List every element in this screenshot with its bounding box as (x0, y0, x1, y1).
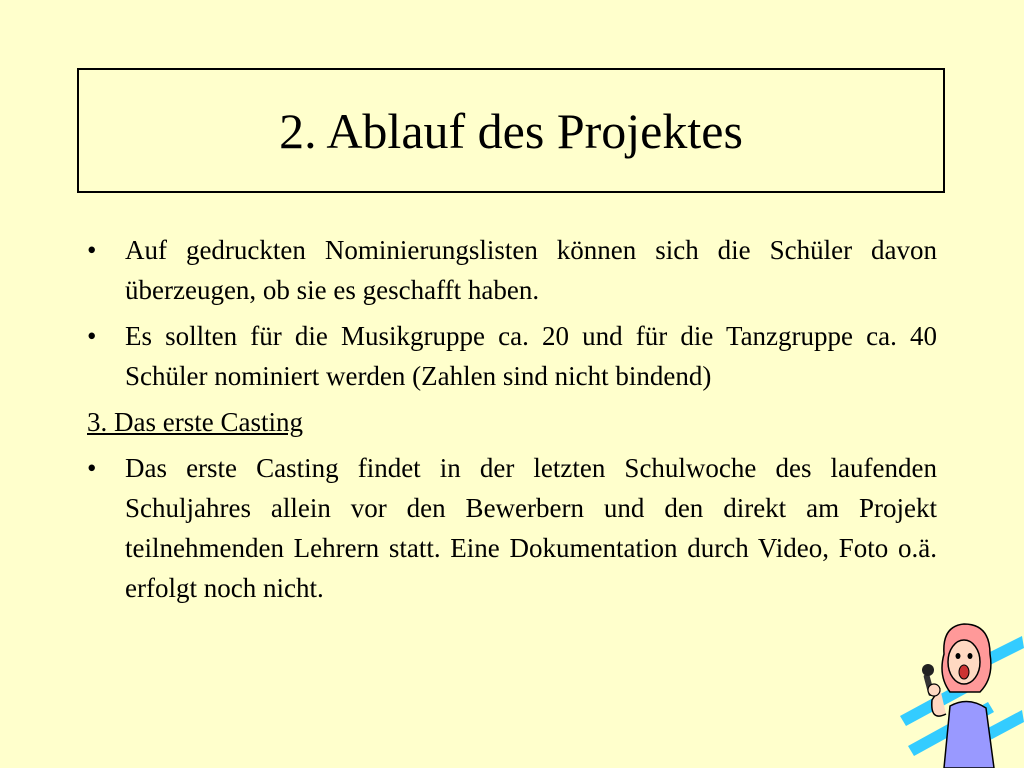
bullet-text: Es sollten für die Musikgruppe ca. 20 und für die Tanzgruppe ca. 40 Schüler nominiert werden (Zahlen sind nicht bindend) (125, 321, 937, 391)
section-heading: 3. Das erste Casting (87, 407, 303, 437)
title-box (77, 68, 945, 193)
slide-content (87, 230, 937, 614)
bullet-item (87, 448, 937, 608)
bullet-text: Das erste Casting findet in der letzten Schulwoche des laufenden Schuljahres allein vor den Bewerbern und den direkt am Projekt teilnehmenden Lehrern statt. Eine Dokumentation durch Video, Foto o.ä. erfolgt noch nicht. (125, 453, 937, 603)
bullet-item (87, 316, 937, 396)
slide-title: 2. Ablauf des Projektes (279, 102, 743, 159)
bullet-dot: • (87, 453, 97, 483)
bullet-dot: • (87, 235, 97, 265)
bullet-item (87, 230, 937, 310)
bullet-text: Auf gedruckten Nominierungslisten können sich die Schüler davon überzeugen, ob sie es geschafft haben. (125, 235, 937, 305)
bullet-dot: • (87, 321, 97, 351)
singer-with-microphone-icon (898, 618, 1024, 768)
